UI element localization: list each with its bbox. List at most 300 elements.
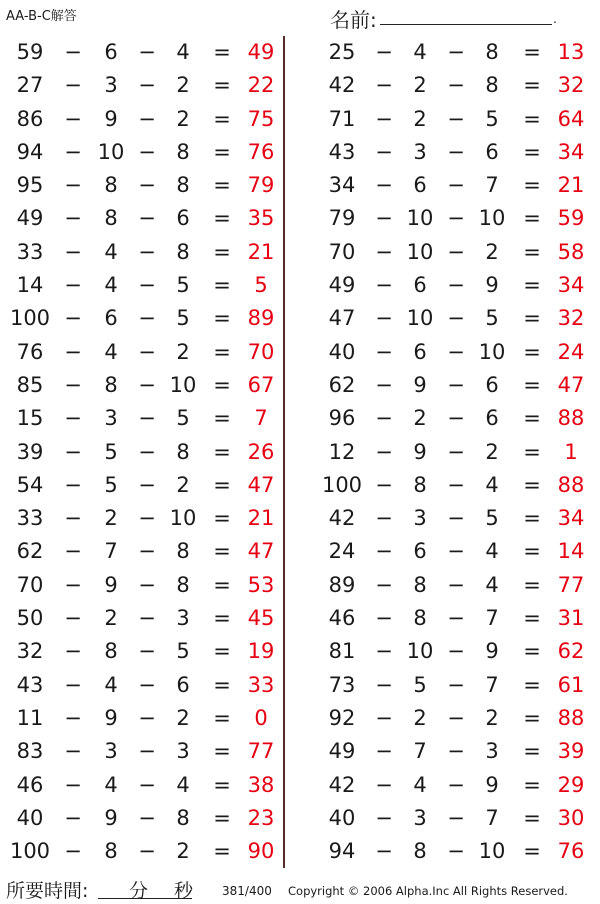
subtrahend-2: 6 xyxy=(485,372,499,397)
subtrahend-2: 2 xyxy=(485,705,499,730)
subtrahend-1: 7 xyxy=(104,539,118,564)
minus-sign: − xyxy=(447,739,465,764)
equals-sign: = xyxy=(213,173,231,198)
answer: 32 xyxy=(557,73,585,98)
time-label: 所要時間: xyxy=(6,880,89,902)
minus-sign: − xyxy=(447,572,465,597)
subtrahend-1: 2 xyxy=(104,606,118,631)
minus-sign: − xyxy=(64,506,82,531)
problem-row xyxy=(300,802,600,835)
minus-sign: − xyxy=(447,839,465,864)
equals-sign: = xyxy=(523,572,541,597)
subtrahend-1: 5 xyxy=(104,472,118,497)
answer: 47 xyxy=(247,472,275,497)
minuend: 24 xyxy=(328,539,356,564)
problem-row xyxy=(0,269,283,302)
answer: 24 xyxy=(557,339,585,364)
equals-sign: = xyxy=(213,372,231,397)
subtrahend-1: 8 xyxy=(104,173,118,198)
answer: 76 xyxy=(247,139,275,164)
equals-sign: = xyxy=(213,339,231,364)
minus-sign: − xyxy=(138,406,156,431)
minus-sign: − xyxy=(64,672,82,697)
minus-sign: − xyxy=(447,705,465,730)
problem-row xyxy=(0,669,283,702)
problem-row xyxy=(0,469,283,502)
answer: 39 xyxy=(557,739,585,764)
minus-sign: − xyxy=(64,139,82,164)
subtrahend-1: 5 xyxy=(104,439,118,464)
problem-row xyxy=(0,802,283,835)
problem-row xyxy=(0,502,283,535)
minuend: 49 xyxy=(328,739,356,764)
minus-sign: − xyxy=(138,572,156,597)
minuend: 83 xyxy=(16,739,44,764)
minus-sign: − xyxy=(64,106,82,131)
subtrahend-1: 2 xyxy=(413,106,427,131)
equals-sign: = xyxy=(213,506,231,531)
answer: 77 xyxy=(247,739,275,764)
answer: 62 xyxy=(557,639,585,664)
subtrahend-1: 6 xyxy=(413,539,427,564)
equals-sign: = xyxy=(213,472,231,497)
answer: 47 xyxy=(557,372,585,397)
problem-row xyxy=(300,735,600,768)
equals-sign: = xyxy=(213,839,231,864)
equals-sign: = xyxy=(213,40,231,64)
minus-sign: − xyxy=(64,173,82,198)
minus-sign: − xyxy=(64,73,82,98)
subtrahend-2: 8 xyxy=(176,439,190,464)
problem-row xyxy=(300,103,600,136)
minus-sign: − xyxy=(138,639,156,664)
problem-row xyxy=(300,269,600,302)
minus-sign: − xyxy=(375,739,393,764)
answer: 0 xyxy=(254,705,268,730)
minus-sign: − xyxy=(138,273,156,298)
subtrahend-1: 8 xyxy=(413,606,427,631)
subtrahend-2: 2 xyxy=(176,705,190,730)
minuend: 49 xyxy=(16,206,44,231)
answer: 49 xyxy=(247,40,275,64)
answer: 88 xyxy=(557,705,585,730)
minus-sign: − xyxy=(375,606,393,631)
minus-sign: − xyxy=(138,173,156,198)
minus-sign: − xyxy=(375,539,393,564)
equals-sign: = xyxy=(523,40,541,64)
subtrahend-1: 8 xyxy=(413,472,427,497)
problem-row xyxy=(0,436,283,469)
problem-row xyxy=(300,36,600,69)
minus-sign: − xyxy=(375,705,393,730)
minus-sign: − xyxy=(138,506,156,531)
equals-sign: = xyxy=(523,606,541,631)
answer: 19 xyxy=(247,639,275,664)
answer: 64 xyxy=(557,106,585,131)
subtrahend-2: 6 xyxy=(176,672,190,697)
minus-sign: − xyxy=(64,539,82,564)
subtrahend-2: 8 xyxy=(176,805,190,830)
minus-sign: − xyxy=(138,40,156,64)
minuend: 40 xyxy=(328,339,356,364)
problem-row xyxy=(0,535,283,568)
subtrahend-1: 2 xyxy=(413,705,427,730)
subtrahend-1: 6 xyxy=(413,339,427,364)
subtrahend-2: 4 xyxy=(485,472,499,497)
equals-sign: = xyxy=(523,239,541,264)
minus-sign: − xyxy=(138,206,156,231)
minus-sign: − xyxy=(375,173,393,198)
answer: 34 xyxy=(557,506,585,531)
copyright-notice: Copyright © 2006 Alpha.Inc All Rights Reserved. xyxy=(288,884,568,898)
answer: 21 xyxy=(247,506,275,531)
minus-sign: − xyxy=(447,772,465,797)
minus-sign: − xyxy=(375,472,393,497)
subtrahend-1: 3 xyxy=(413,805,427,830)
subtrahend-2: 3 xyxy=(176,739,190,764)
answer: 79 xyxy=(247,173,275,198)
subtrahend-1: 8 xyxy=(104,639,118,664)
answer: 13 xyxy=(557,40,585,64)
equals-sign: = xyxy=(213,406,231,431)
equals-sign: = xyxy=(213,572,231,597)
name-blank-line xyxy=(380,24,552,25)
right-problem-column xyxy=(300,36,600,868)
subtrahend-2: 2 xyxy=(176,73,190,98)
equals-sign: = xyxy=(523,672,541,697)
minus-sign: − xyxy=(447,472,465,497)
equals-sign: = xyxy=(523,73,541,98)
minuend: 42 xyxy=(328,506,356,531)
subtrahend-2: 6 xyxy=(485,139,499,164)
subtrahend-2: 9 xyxy=(485,639,499,664)
subtrahend-1: 3 xyxy=(104,406,118,431)
equals-sign: = xyxy=(523,639,541,664)
problem-row xyxy=(300,402,600,435)
minus-sign: − xyxy=(447,139,465,164)
subtrahend-1: 2 xyxy=(413,73,427,98)
minus-sign: − xyxy=(375,372,393,397)
minus-sign: − xyxy=(375,439,393,464)
subtrahend-1: 4 xyxy=(104,672,118,697)
minus-sign: − xyxy=(375,273,393,298)
equals-sign: = xyxy=(523,339,541,364)
minus-sign: − xyxy=(138,239,156,264)
minus-sign: − xyxy=(447,672,465,697)
minus-sign: − xyxy=(138,472,156,497)
minuend: 62 xyxy=(328,372,356,397)
minuend: 39 xyxy=(16,439,44,464)
subtrahend-1: 8 xyxy=(413,572,427,597)
minus-sign: − xyxy=(375,839,393,864)
answer: 59 xyxy=(557,206,585,231)
subtrahend-2: 5 xyxy=(485,306,499,331)
problem-row xyxy=(300,635,600,668)
problem-row xyxy=(0,336,283,369)
minus-sign: − xyxy=(138,539,156,564)
problem-row xyxy=(0,302,283,335)
minuend: 50 xyxy=(16,606,44,631)
answer: 47 xyxy=(247,539,275,564)
minus-sign: − xyxy=(138,372,156,397)
equals-sign: = xyxy=(523,206,541,231)
problem-row xyxy=(300,336,600,369)
answer: 45 xyxy=(247,606,275,631)
subtrahend-1: 10 xyxy=(97,139,125,164)
minuend: 95 xyxy=(16,173,44,198)
minuend: 94 xyxy=(328,839,356,864)
minuend: 40 xyxy=(16,805,44,830)
equals-sign: = xyxy=(523,406,541,431)
answer: 5 xyxy=(254,273,268,298)
minus-sign: − xyxy=(447,206,465,231)
equals-sign: = xyxy=(523,705,541,730)
problem-row xyxy=(300,702,600,735)
subtrahend-2: 2 xyxy=(485,239,499,264)
minus-sign: − xyxy=(64,839,82,864)
answer: 21 xyxy=(557,173,585,198)
subtrahend-1: 10 xyxy=(406,639,434,664)
minus-sign: − xyxy=(64,239,82,264)
problem-row xyxy=(300,602,600,635)
answer: 29 xyxy=(557,772,585,797)
equals-sign: = xyxy=(523,805,541,830)
subtrahend-1: 3 xyxy=(413,506,427,531)
subtrahend-1: 4 xyxy=(413,40,427,64)
subtrahend-2: 8 xyxy=(485,73,499,98)
minus-sign: − xyxy=(447,639,465,664)
minus-sign: − xyxy=(64,639,82,664)
name-end-dot: . xyxy=(553,12,557,26)
equals-sign: = xyxy=(213,306,231,331)
minuend: 32 xyxy=(16,639,44,664)
minus-sign: − xyxy=(375,139,393,164)
minus-sign: − xyxy=(375,805,393,830)
subtrahend-1: 3 xyxy=(104,73,118,98)
minuend: 25 xyxy=(328,40,356,64)
subtrahend-2: 5 xyxy=(485,506,499,531)
minus-sign: − xyxy=(64,572,82,597)
minus-sign: − xyxy=(138,606,156,631)
minuend: 46 xyxy=(328,606,356,631)
equals-sign: = xyxy=(213,772,231,797)
minus-sign: − xyxy=(375,73,393,98)
seconds-label: 秒 xyxy=(174,880,194,902)
problem-row xyxy=(0,36,283,69)
minuend: 59 xyxy=(16,40,44,64)
subtrahend-2: 2 xyxy=(176,839,190,864)
minus-sign: − xyxy=(447,273,465,298)
subtrahend-2: 10 xyxy=(478,339,506,364)
minuend: 40 xyxy=(328,805,356,830)
equals-sign: = xyxy=(213,539,231,564)
answer: 88 xyxy=(557,406,585,431)
minus-sign: − xyxy=(138,306,156,331)
equals-sign: = xyxy=(523,472,541,497)
subtrahend-1: 6 xyxy=(104,306,118,331)
subtrahend-2: 5 xyxy=(176,406,190,431)
minus-sign: − xyxy=(138,106,156,131)
answer: 89 xyxy=(247,306,275,331)
subtrahend-2: 7 xyxy=(485,805,499,830)
equals-sign: = xyxy=(213,606,231,631)
minus-sign: − xyxy=(64,439,82,464)
equals-sign: = xyxy=(213,705,231,730)
minuend: 100 xyxy=(321,472,363,497)
answer: 58 xyxy=(557,239,585,264)
minus-sign: − xyxy=(375,339,393,364)
equals-sign: = xyxy=(523,739,541,764)
name-label: 名前: xyxy=(330,8,377,32)
minus-sign: − xyxy=(64,705,82,730)
minuend: 86 xyxy=(16,106,44,131)
answer: 33 xyxy=(247,672,275,697)
subtrahend-1: 9 xyxy=(104,106,118,131)
equals-sign: = xyxy=(213,206,231,231)
problem-row xyxy=(300,202,600,235)
subtrahend-1: 4 xyxy=(104,772,118,797)
answer: 32 xyxy=(557,306,585,331)
answer: 70 xyxy=(247,339,275,364)
subtrahend-1: 10 xyxy=(406,306,434,331)
minus-sign: − xyxy=(138,805,156,830)
minutes-label: 分 xyxy=(129,880,149,902)
subtrahend-1: 9 xyxy=(413,439,427,464)
subtrahend-1: 4 xyxy=(104,339,118,364)
subtrahend-2: 3 xyxy=(176,606,190,631)
problem-row xyxy=(0,835,283,868)
problem-row xyxy=(300,769,600,802)
page-number: 381/400 xyxy=(222,884,272,898)
subtrahend-1: 2 xyxy=(413,406,427,431)
equals-sign: = xyxy=(213,672,231,697)
subtrahend-2: 3 xyxy=(485,739,499,764)
minuend: 47 xyxy=(328,306,356,331)
problem-row xyxy=(300,469,600,502)
minus-sign: − xyxy=(447,539,465,564)
answer: 88 xyxy=(557,472,585,497)
subtrahend-2: 6 xyxy=(485,406,499,431)
subtrahend-1: 7 xyxy=(413,739,427,764)
equals-sign: = xyxy=(213,805,231,830)
minus-sign: − xyxy=(64,772,82,797)
minuend: 100 xyxy=(9,306,51,331)
minuend: 42 xyxy=(328,772,356,797)
subtrahend-2: 10 xyxy=(478,206,506,231)
minus-sign: − xyxy=(64,339,82,364)
minus-sign: − xyxy=(64,306,82,331)
equals-sign: = xyxy=(213,439,231,464)
subtrahend-2: 4 xyxy=(485,539,499,564)
minus-sign: − xyxy=(64,472,82,497)
minus-sign: − xyxy=(375,672,393,697)
answer: 1 xyxy=(564,439,578,464)
minus-sign: − xyxy=(375,106,393,131)
subtrahend-2: 7 xyxy=(485,173,499,198)
subtrahend-2: 5 xyxy=(485,106,499,131)
answer: 7 xyxy=(254,406,268,431)
minus-sign: − xyxy=(64,40,82,64)
subtrahend-2: 5 xyxy=(176,273,190,298)
problem-row xyxy=(300,835,600,868)
problem-row xyxy=(300,236,600,269)
subtrahend-1: 9 xyxy=(104,572,118,597)
minus-sign: − xyxy=(447,339,465,364)
equals-sign: = xyxy=(523,306,541,331)
worksheet-code: AA-B-C解答 xyxy=(6,9,77,24)
subtrahend-2: 7 xyxy=(485,672,499,697)
answer: 35 xyxy=(247,206,275,231)
minuend: 27 xyxy=(16,73,44,98)
subtrahend-2: 10 xyxy=(169,372,197,397)
answer: 34 xyxy=(557,139,585,164)
subtrahend-1: 6 xyxy=(413,173,427,198)
minus-sign: − xyxy=(375,239,393,264)
minus-sign: − xyxy=(64,606,82,631)
problem-row xyxy=(0,236,283,269)
minuend: 14 xyxy=(16,273,44,298)
minus-sign: − xyxy=(64,739,82,764)
problem-row xyxy=(0,202,283,235)
problem-row xyxy=(0,602,283,635)
problem-row xyxy=(0,635,283,668)
minus-sign: − xyxy=(138,73,156,98)
subtrahend-1: 10 xyxy=(406,206,434,231)
subtrahend-2: 8 xyxy=(485,40,499,64)
minuend: 62 xyxy=(16,539,44,564)
equals-sign: = xyxy=(523,839,541,864)
subtrahend-2: 8 xyxy=(176,239,190,264)
subtrahend-1: 4 xyxy=(104,273,118,298)
answer: 53 xyxy=(247,572,275,597)
answer: 21 xyxy=(247,239,275,264)
minuend: 92 xyxy=(328,705,356,730)
minus-sign: − xyxy=(447,106,465,131)
equals-sign: = xyxy=(523,139,541,164)
minus-sign: − xyxy=(375,772,393,797)
minus-sign: − xyxy=(138,739,156,764)
minuend: 70 xyxy=(16,572,44,597)
problem-row xyxy=(0,402,283,435)
problem-row xyxy=(300,136,600,169)
answer: 75 xyxy=(247,106,275,131)
minuend: 76 xyxy=(16,339,44,364)
minuend: 54 xyxy=(16,472,44,497)
minus-sign: − xyxy=(447,306,465,331)
subtrahend-2: 5 xyxy=(176,639,190,664)
subtrahend-1: 8 xyxy=(104,372,118,397)
subtrahend-2: 8 xyxy=(176,539,190,564)
problem-row xyxy=(300,569,600,602)
minus-sign: − xyxy=(447,506,465,531)
minus-sign: − xyxy=(447,606,465,631)
subtrahend-1: 9 xyxy=(104,705,118,730)
minus-sign: − xyxy=(447,40,465,64)
answer: 22 xyxy=(247,73,275,98)
answer: 26 xyxy=(247,439,275,464)
answer: 61 xyxy=(557,672,585,697)
answer: 76 xyxy=(557,839,585,864)
subtrahend-1: 6 xyxy=(104,40,118,64)
problem-row xyxy=(0,702,283,735)
equals-sign: = xyxy=(523,772,541,797)
minus-sign: − xyxy=(64,206,82,231)
minus-sign: − xyxy=(138,439,156,464)
equals-sign: = xyxy=(523,173,541,198)
minuend: 15 xyxy=(16,406,44,431)
subtrahend-1: 8 xyxy=(104,206,118,231)
minuend: 43 xyxy=(328,139,356,164)
